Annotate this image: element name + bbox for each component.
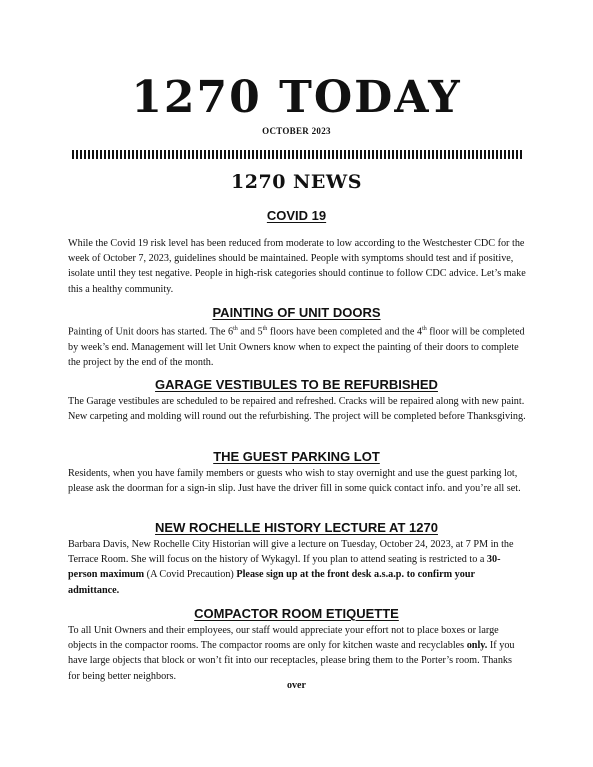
section-title: 1270 NEWS	[231, 171, 362, 193]
article-body-garage: The Garage vestibules are scheduled to be repaired and refreshed. Cracks will be repaired along with new paint. New carpeting and molding will round out the refurbishing. The project will be completed before Thanksgiving.	[68, 396, 526, 423]
article-heading-painting: PAINTING OF UNIT DOORS	[212, 305, 381, 320]
article-body-compactor: To all Unit Owners and their employees, our staff would appreciate your effort not to place boxes or large objects in the compactor rooms. The compactor rooms are only for kitchen waste and recyclables only. If you have large objects that block or won’t fit into our receptacles, please bring them to the Porter’s room. Thanks for being better neighbors.	[68, 625, 515, 682]
newsletter-title: 1270 TODAY	[131, 72, 462, 123]
article-heading-garage: GARAGE VESTIBULES TO BE REFURBISHED	[155, 377, 438, 392]
article-heading-covid: COVID 19	[266, 208, 327, 223]
article-heading-parking: THE GUEST PARKING LOT	[213, 449, 380, 464]
article-body-covid: While the Covid 19 risk level has been reduced from moderate to low according to the Westchester CDC for the week of October 7, 2023, guidelines should be maintained. People with symptoms should test and if positive, isolate until they test negative. People in high-risk categories should continue to follow CDC advice. Let’s make this a healthy community.	[68, 238, 526, 295]
article-body-lecture: Barbara Davis, New Rochelle City Historian will give a lecture on Tuesday, October 24, 2023, at 7 PM in the Terrace Room. She will focus on the history of Wykagyl. If you plan to attend seating is restricted to a 30-person maximum (A Covid Precaution) Please sign up at the front desk a.s.a.p. to confirm your admittance.	[68, 539, 514, 596]
article-heading-compactor: COMPACTOR ROOM ETIQUETTE	[194, 606, 399, 621]
article-body-painting: Painting of Unit doors has started. The 6th and 5th floors have been completed and the 4th floor will be completed by week’s end. Management will let Unit Owners know when to expect the painting of their doors to complete the project by the end of the month.	[68, 326, 525, 368]
article-heading-lecture: NEW ROCHELLE HISTORY LECTURE AT 1270	[155, 520, 438, 535]
continued-label: over	[287, 680, 306, 691]
issue-date: OCTOBER 2023	[262, 126, 331, 136]
decorative-divider	[72, 150, 524, 159]
article-body-parking: Residents, when you have family members or guests who wish to stay overnight and use the guest parking lot, please ask the doorman for a sign-in slip. Just have the driver fill in some quick contact info. and you’re all set.	[68, 468, 521, 495]
